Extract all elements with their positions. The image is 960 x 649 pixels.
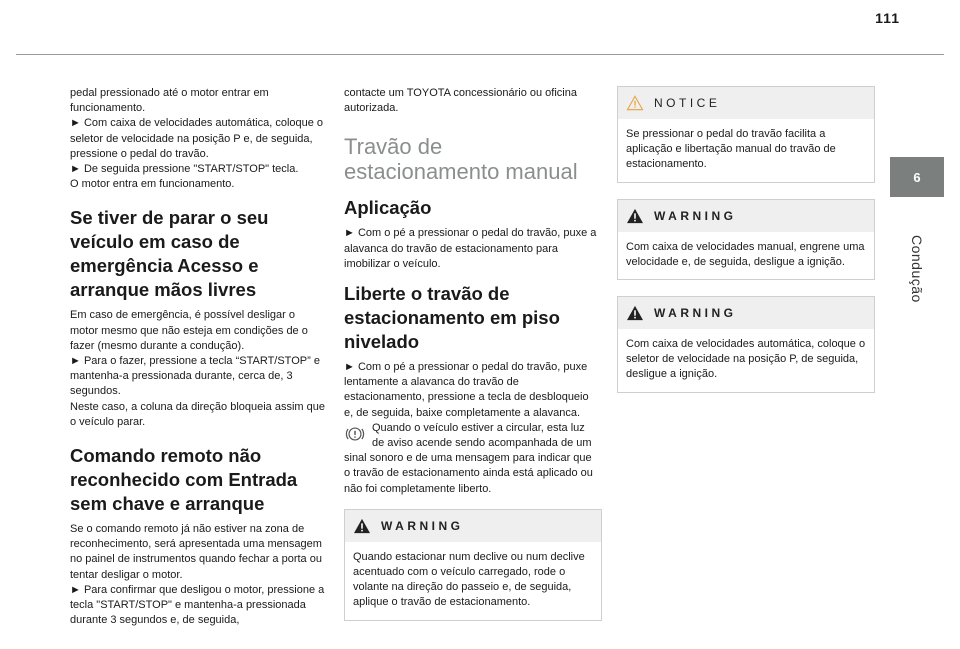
warning-text: Quando estacionar num declive ou num declive acentuado com o veículo carregado, rode o volante na direção do passeio e, de seguida, aplique o travão de estacionamento. bbox=[353, 550, 585, 609]
paragraph: ► Para o fazer, pressione a tecla “START/STOP” e mantenha-a pressionada durante, cerca de, 3 segundos. bbox=[70, 355, 320, 398]
warning-triangle-icon bbox=[626, 208, 644, 224]
heading-application: Aplicação bbox=[344, 197, 432, 219]
warning-text: Com caixa de velocidades manual, engrene uma velocidade e, de seguida, desligue a ignição. bbox=[626, 240, 865, 268]
column-3 bbox=[617, 86, 875, 393]
warning-box-header bbox=[345, 510, 601, 542]
warning-box bbox=[344, 509, 602, 621]
heading-remote-not-recognized: Comando remoto não reconhecido com Entrada sem chave e arranque bbox=[70, 445, 298, 515]
notice-title: NOTICE bbox=[654, 96, 721, 110]
paragraph: ► Para confirmar que desligou o motor, pressione a tecla "START/STOP" e mantenha-a pressionada durante 3 segundos e, de seguida, bbox=[70, 583, 325, 627]
chapter-label bbox=[890, 224, 944, 314]
paragraph: Se o comando remoto já não estiver na zona de reconhecimento, será apresentada uma mensagem no painel de instrumentos quando fechar a porta ou tentar desligar o motor. bbox=[70, 523, 322, 581]
warning-text: Com caixa de velocidades automática, coloque o seletor de velocidade na posição P, de seguida, desligue a ignição. bbox=[626, 338, 866, 381]
warning-title: WARNING bbox=[654, 208, 737, 223]
warning-triangle-icon bbox=[626, 305, 644, 321]
warning-box-header bbox=[618, 200, 874, 232]
column-2 bbox=[344, 86, 600, 621]
notice-box bbox=[617, 86, 875, 183]
paragraph: Neste caso, a coluna da direção bloqueia assim que o veículo parar. bbox=[70, 400, 325, 428]
paragraph: ► Com caixa de velocidades automática, coloque o seletor de velocidade na posição P e, de seguida, pressione o pedal do travão. bbox=[70, 117, 324, 160]
heading-emergency-stop: Se tiver de parar o seu veículo em caso de emergência Acesso e arranque mãos livres bbox=[70, 207, 269, 301]
warning-light-text: Quando o veículo estiver a circular, esta luz de aviso acende sendo acompanhada de um sinal sonoro e de uma mensagem para indicar que o travão de estacionamento ainda está aplicado ou não foi completamente liberto. bbox=[344, 421, 593, 495]
parking-brake-warning-light-icon bbox=[344, 423, 366, 445]
paragraph: O motor entra em funcionamento. bbox=[70, 178, 235, 191]
notice-box-header bbox=[618, 87, 874, 119]
page-number: 111 bbox=[875, 10, 900, 26]
section-title: Travão de estacionamento manual bbox=[344, 134, 578, 185]
top-rule bbox=[16, 54, 944, 55]
paragraph: ► Com o pé a pressionar o pedal do travão, puxe a alavanca do travão de estacionamento para imobilizar o veículo. bbox=[344, 227, 597, 270]
heading-release-brake: Liberte o travão de estacionamento em piso nivelado bbox=[344, 283, 560, 353]
warning-title: WARNING bbox=[654, 306, 737, 321]
chapter-tab[interactable]: 6 bbox=[890, 157, 944, 197]
warning-box bbox=[617, 296, 875, 393]
chapter-label-text: Condução bbox=[909, 235, 925, 303]
paragraph: pedal pressionado até o motor entrar em funcionamento. bbox=[70, 87, 269, 115]
warning-triangle-icon bbox=[626, 95, 644, 111]
warning-box bbox=[617, 199, 875, 280]
notice-text: Se pressionar o pedal do travão facilita a aplicação e libertação manual do travão de estacionamento. bbox=[626, 128, 836, 171]
paragraph-with-icon bbox=[344, 421, 600, 497]
warning-title: WARNING bbox=[381, 518, 464, 533]
warning-box-header bbox=[618, 297, 874, 329]
paragraph: ► De seguida pressione "START/STOP" tecla. bbox=[70, 163, 299, 176]
paragraph: Em caso de emergência, é possível desligar o motor mesmo que não esteja em condições de o fazer (mesmo durante a condução). bbox=[70, 309, 308, 352]
paragraph: contacte um TOYOTA concessionário ou oficina autorizada. bbox=[344, 87, 577, 115]
column-1 bbox=[70, 86, 326, 628]
warning-triangle-icon bbox=[353, 518, 371, 534]
paragraph: ► Com o pé a pressionar o pedal do travão, puxe lentamente a alavanca do travão de estacionamento, pressione a tecla de desbloqueio e, de seguida, baixe completamente a alavanca. bbox=[344, 361, 589, 419]
